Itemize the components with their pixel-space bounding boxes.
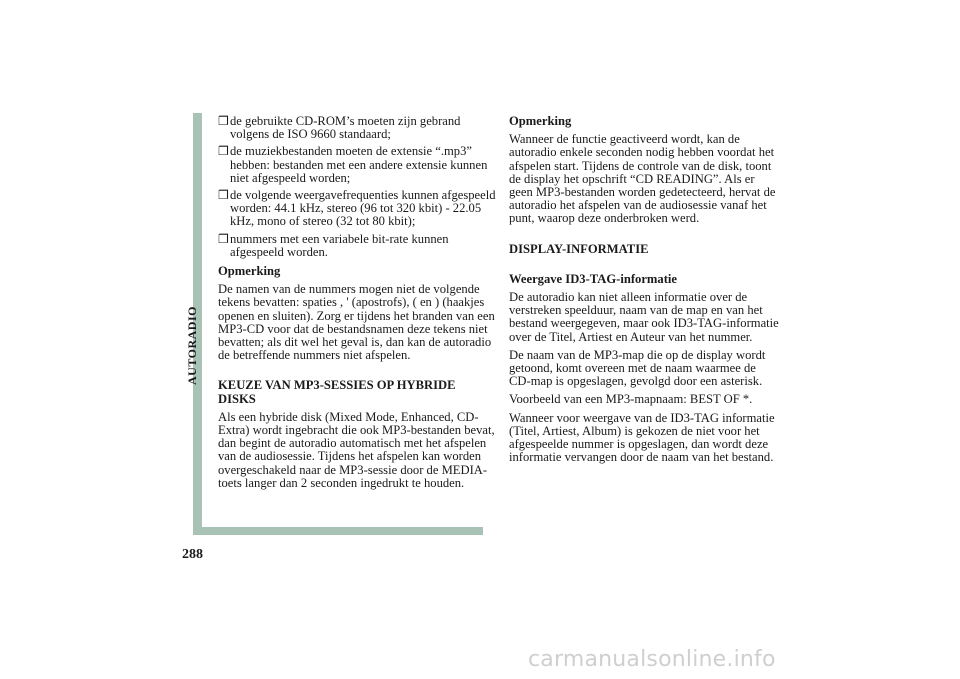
bullet-text: nummers met een variabele bit-rate kunnen afgespeeld worden. bbox=[230, 231, 449, 259]
paragraph: De autoradio kan niet alleen informatie over de verstreken speelduur, naam van de map en van het bestand weergegeven, maar ook ID3-TAG-informatie over de Titel, Artiest en Auteur van het nummer. bbox=[509, 290, 779, 344]
bullet-item bbox=[218, 145, 496, 185]
section-heading: KEUZE VAN MP3-SESSIES OP HYBRIDE DISKS bbox=[218, 378, 456, 406]
paragraph: De naam van de MP3-map die op de display wordt getoond, komt overeen met de naam waarmee de CD-map is opgeslagen, gevolgd door een asterisk. bbox=[509, 347, 766, 389]
note-text: Wanneer de functie geactiveerd wordt, kan de autoradio enkele seconden nodig hebben voordat het afspelen start. Tijdens de controle van de disk, toont de display het opschrift “CD READING”. Als er geen MP3-bestanden worden gedetecteerd, hervat de autoradio het afspelen van de audiosessie vanaf het punt, waarop deze onderbroken werd. bbox=[509, 132, 776, 226]
checkbox-bullet-icon: ❒ bbox=[218, 188, 229, 203]
page-number: 288 bbox=[182, 547, 203, 562]
note-heading: Opmerking bbox=[218, 264, 281, 279]
checkbox-bullet-icon: ❒ bbox=[218, 231, 229, 246]
spacer bbox=[509, 231, 779, 237]
section-heading: DISPLAY-INFORMATIE bbox=[509, 241, 649, 256]
spacer bbox=[218, 367, 496, 373]
paragraph: Wanneer voor weergave van de ID3-TAG informatie (Titel, Artiest, Album) is gekozen de niet voor het afgespeelde nummer is opgeslagen, dan wordt deze informatie vervangen door de naam van het bestand. bbox=[509, 410, 775, 465]
paragraph: Voorbeeld van een MP3-mapnaam: BEST OF *. bbox=[509, 392, 753, 407]
section-text: Als een hybride disk (Mixed Mode, Enhanced, CD-Extra) wordt ingebracht die ook MP3-bestanden bevat, dan begint de autoradio automatisch met het afspelen van de audiosessie. Tijdens het afspelen kan worden overgeschakeld naar de MP3-sessie door de MEDIA-toets langer dan 2 seconden ingedrukt te houden. bbox=[218, 409, 495, 490]
right-column bbox=[509, 115, 779, 469]
checkbox-bullet-icon: ❒ bbox=[218, 144, 229, 159]
bullet-item bbox=[218, 233, 496, 259]
checkbox-bullet-icon: ❒ bbox=[218, 114, 229, 128]
subsection-heading: Weergave ID3-TAG-informatie bbox=[509, 271, 677, 286]
bullet-item bbox=[218, 189, 496, 229]
note-heading: Opmerking bbox=[509, 114, 572, 128]
margin-bar-horizontal bbox=[193, 527, 483, 535]
bullet-item bbox=[218, 115, 496, 141]
spacer bbox=[509, 261, 779, 267]
left-column bbox=[218, 115, 496, 495]
note-text: De namen van de nummers mogen niet de volgende tekens bevatten: spaties , ' (apostrofs), ( en ) (haakjes openen en sluiten). Zorg er tijdens het branden van een MP3-CD voor dat de bestandsnamen deze tekens niet bevatten; als dit wel het geval is, dan kan de autoradio de betreffende nummers niet afspelen. bbox=[218, 282, 495, 363]
watermark-text: carmanualsonline.info bbox=[528, 647, 776, 672]
side-label-text: AUTORADIO bbox=[185, 306, 199, 385]
bullet-text: de muziekbestanden moeten de extensie “.mp3” hebben: bestanden met een andere extensie kunnen niet afgespeeld worden; bbox=[230, 144, 488, 185]
bullet-text: de volgende weergavefrequenties kunnen afgespeeld worden: 44.1 kHz, stereo (96 tot 320 kbit) - 22.05 kHz, mono of stereo (32 tot 80 kbit); bbox=[230, 188, 496, 229]
bullet-text: de gebruikte CD-ROM’s moeten zijn gebrand volgens de ISO 9660 standaard; bbox=[230, 114, 461, 142]
